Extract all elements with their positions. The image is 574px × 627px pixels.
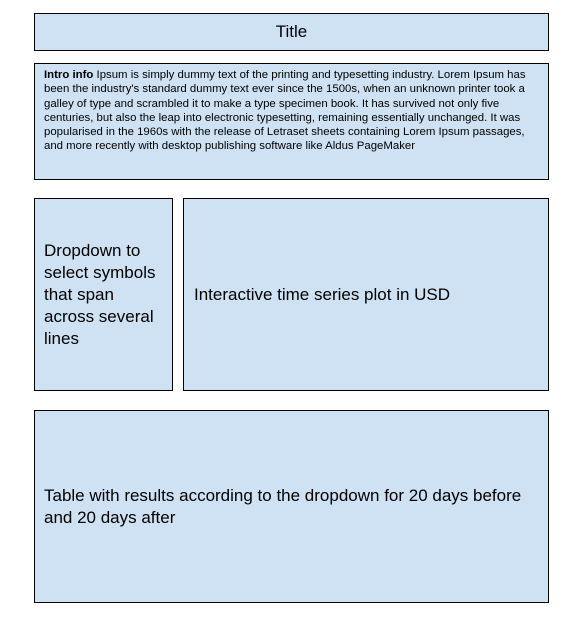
intro-label: Intro info [44,69,94,81]
dropdown-placeholder[interactable] [34,198,173,391]
intro-text: Ipsum is simply dummy text of the printing and typesetting industry. Lorem Ipsum has been the industry's standard dummy text ever since the 1500s, when an unknown printer took a galley of type and scrambled it to make a type specimen book. It has survived not only five centuries, but also the leap into electronic typesetting, remaining essentially unchanged. It was popularised in the 1960s with the release of Letraset sheets containing Lorem Ipsum passages, and more recently with desktop publishing software like Aldus PageMaker [44,69,526,153]
title-box [34,13,549,51]
dropdown-placeholder-text: Dropdown to select symbols that span across several lines [44,240,156,348]
results-table-placeholder [34,410,549,603]
plot-placeholder-text: Interactive time series plot in USD [194,284,451,304]
table-placeholder-text: Table with results according to the dropdown for 20 days before and 20 days after [44,485,522,527]
time-series-plot-placeholder[interactable] [183,198,549,391]
page-title: Title [275,22,308,41]
intro-info-box [34,63,549,180]
